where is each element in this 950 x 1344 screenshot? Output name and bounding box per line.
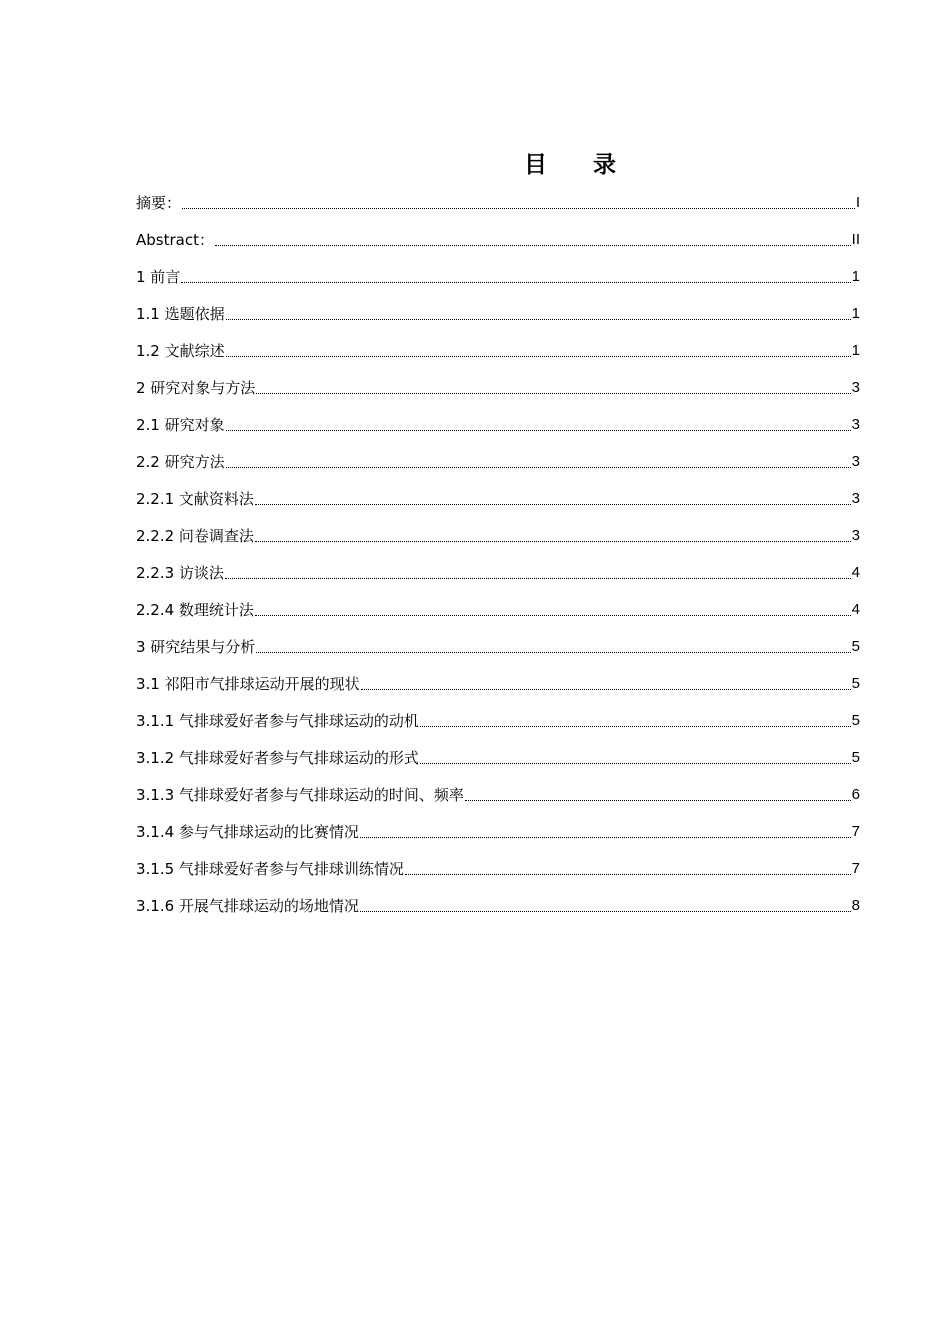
toc-entry-label: 3.1.6 开展气排球运动的场地情况 (136, 897, 359, 915)
toc-page-number: 3 (851, 379, 860, 396)
toc-page-number: II (851, 231, 860, 248)
toc-entry-label: 2.2 研究方法 (136, 453, 225, 471)
toc-page-number: 3 (851, 527, 860, 544)
toc-page-number: 5 (851, 712, 860, 729)
toc-page-number: 4 (851, 601, 860, 618)
toc-entry-label: 3.1.2 气排球爱好者参与气排球运动的形式 (136, 749, 419, 767)
toc-entry[interactable] (136, 740, 860, 777)
toc-page-number: 8 (851, 897, 860, 914)
toc-dot-leader (256, 637, 850, 657)
toc-entry-label: 3.1.3 气排球爱好者参与气排球运动的时间、频率 (136, 786, 464, 804)
toc-dot-leader (255, 489, 851, 509)
toc-entry-label: 2.2.4 数理统计法 (136, 601, 254, 619)
toc-dot-leader (226, 415, 851, 435)
toc-dot-leader (225, 563, 851, 583)
toc-entry[interactable] (136, 481, 860, 518)
toc-page-number: 5 (851, 675, 860, 692)
toc-dot-leader (215, 230, 851, 250)
toc-dot-leader (255, 600, 851, 620)
toc-page-number: 5 (851, 638, 860, 655)
toc-entry[interactable] (136, 518, 860, 555)
toc-page-number: 3 (851, 490, 860, 507)
toc-dot-leader (226, 304, 851, 324)
toc-page-number: 1 (851, 268, 860, 285)
toc-entry[interactable] (136, 407, 860, 444)
toc-entry[interactable] (136, 333, 860, 370)
toc-entry-label: 2.2.2 问卷调查法 (136, 527, 254, 545)
toc-entry[interactable] (136, 629, 860, 666)
toc-entry-label: 3.1 祁阳市气排球运动开展的现状 (136, 675, 360, 693)
toc-dot-leader (182, 193, 855, 213)
toc-dot-leader (360, 896, 851, 916)
toc-entry-label: 3.1.5 气排球爱好者参与气排球训练情况 (136, 860, 404, 878)
toc-page-number: 1 (851, 342, 860, 359)
toc-dot-leader (256, 378, 850, 398)
toc-dot-leader (420, 711, 851, 731)
toc-page-number: 5 (851, 749, 860, 766)
toc-entry-label: 3 研究结果与分析 (136, 638, 256, 656)
toc-page-number: 6 (851, 786, 860, 803)
toc-entry[interactable] (136, 851, 860, 888)
toc-entry-label: 3.1.4 参与气排球运动的比赛情况 (136, 823, 359, 841)
table-of-contents (136, 185, 860, 925)
toc-entry[interactable] (136, 296, 860, 333)
toc-entry-label: 1.2 文献综述 (136, 342, 225, 360)
toc-page-number: 3 (851, 416, 860, 433)
toc-entry[interactable] (136, 814, 860, 851)
toc-page-number: 7 (851, 860, 860, 877)
toc-dot-leader (465, 785, 851, 805)
toc-entry[interactable] (136, 666, 860, 703)
toc-dot-leader (360, 822, 851, 842)
toc-entry[interactable] (136, 592, 860, 629)
toc-entry-label: 2.2.1 文献资料法 (136, 490, 254, 508)
toc-entry[interactable] (136, 444, 860, 481)
toc-page-number: 7 (851, 823, 860, 840)
toc-entry[interactable] (136, 888, 860, 925)
toc-dot-leader (226, 452, 851, 472)
toc-entry[interactable] (136, 259, 860, 296)
toc-title: 目 录 (524, 151, 616, 178)
toc-dot-leader (255, 526, 851, 546)
toc-entry-label: 1 前言 (136, 268, 181, 286)
toc-page-number: 3 (851, 453, 860, 470)
toc-dot-leader (405, 859, 851, 879)
toc-entry[interactable] (136, 555, 860, 592)
toc-page-number: 4 (851, 564, 860, 581)
toc-entry-label: 2 研究对象与方法 (136, 379, 256, 397)
toc-entry-label: 3.1.1 气排球爱好者参与气排球运动的动机 (136, 712, 419, 730)
toc-entry-label: 2.1 研究对象 (136, 416, 225, 434)
toc-entry[interactable] (136, 777, 860, 814)
toc-entry[interactable] (136, 703, 860, 740)
toc-page-number: I (855, 194, 860, 211)
toc-entry-label: 摘要： (136, 194, 182, 212)
toc-entry[interactable] (136, 185, 860, 222)
toc-entry[interactable] (136, 222, 860, 259)
toc-entry-label: Abstract： (136, 231, 214, 249)
toc-entry-label: 1.1 选题依据 (136, 305, 225, 323)
toc-entry-label: 2.2.3 访谈法 (136, 564, 224, 582)
toc-entry[interactable] (136, 370, 860, 407)
toc-dot-leader (226, 341, 851, 361)
toc-page-number: 1 (851, 305, 860, 322)
toc-dot-leader (361, 674, 851, 694)
toc-dot-leader (420, 748, 851, 768)
toc-dot-leader (181, 267, 850, 287)
